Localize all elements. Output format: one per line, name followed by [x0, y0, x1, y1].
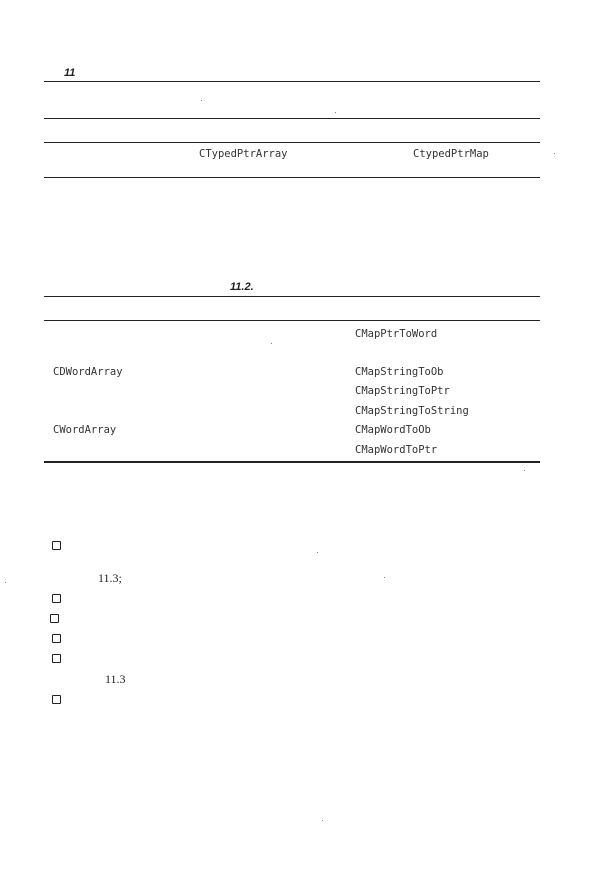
scan-speck	[201, 100, 202, 101]
checkbox-bullet-icon	[52, 695, 61, 704]
checkbox-bullet-icon	[52, 654, 61, 663]
table2-left-cell: CDWordArray	[53, 366, 123, 378]
scan-speck	[317, 552, 318, 553]
scan-speck	[524, 470, 525, 471]
chapter-rule	[44, 81, 540, 82]
scan-speck	[271, 343, 272, 344]
table1-cell-ctypedptrmap: CtypedPtrMap	[413, 148, 489, 160]
scan-speck	[384, 577, 385, 578]
table2-right-cell: CMapStringToOb	[355, 366, 444, 378]
table1-header-rule	[44, 142, 540, 143]
checkbox-bullet-icon	[52, 594, 61, 603]
table2-right-cell: CMapStringToString	[355, 405, 469, 417]
table2-right-cell: CMapStringToPtr	[355, 385, 450, 397]
table2-right-cell: CMapWordToOb	[355, 424, 431, 436]
table1-cell-ctypedptrarray: CTypedPtrArray	[199, 148, 288, 160]
table1-bottom-rule	[44, 177, 540, 178]
list-reference: 11.3	[105, 672, 126, 686]
table2-header-rule	[44, 320, 540, 321]
table2-bottom-rule	[44, 461, 540, 463]
scan-speck	[554, 153, 555, 154]
checkbox-bullet-icon	[52, 541, 61, 550]
scan-speck	[5, 582, 6, 583]
list-reference: 11.3;	[98, 571, 122, 585]
checkbox-bullet-icon	[50, 614, 59, 623]
table2-right-cell: CMapPtrToWord	[355, 328, 438, 340]
table2-right-cell: CMapWordToPtr	[355, 444, 438, 456]
chapter-number: 11	[64, 67, 76, 79]
table1-top-rule	[44, 118, 540, 119]
scan-speck	[322, 820, 323, 821]
table2-left-cell: CWordArray	[53, 424, 117, 436]
checkbox-bullet-icon	[52, 634, 61, 643]
table2-top-rule	[44, 296, 540, 297]
scan-speck	[335, 112, 336, 113]
table2-caption: 11.2.	[230, 281, 254, 293]
